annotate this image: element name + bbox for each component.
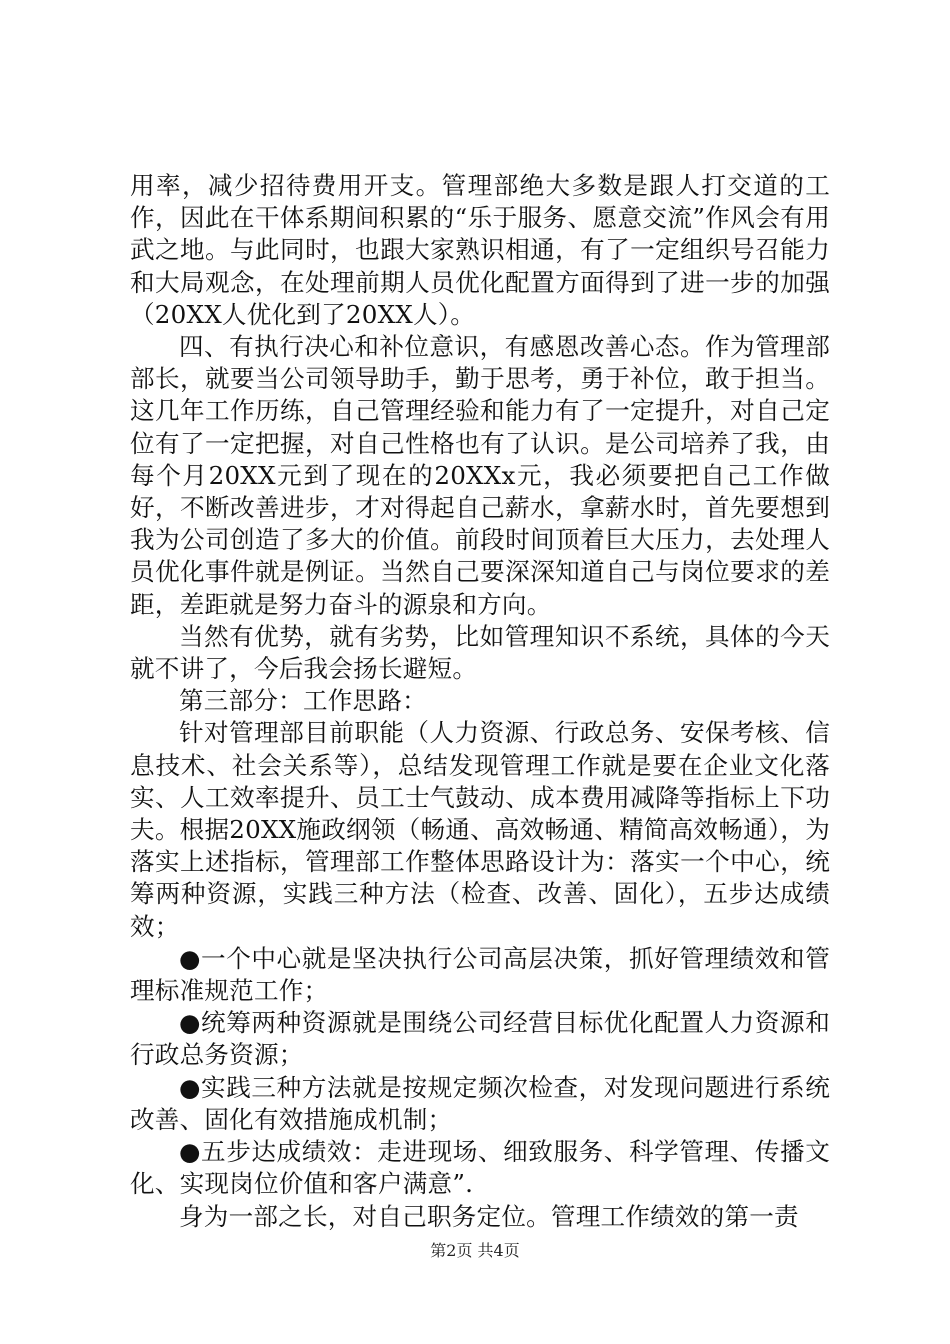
bullet-item-one-center: ●一个中心就是坚决执行公司高层决策，抓好管理绩效和管理标准规范工作； [130, 943, 830, 1006]
paragraph-strengths-weaknesses: 当然有优势，就有劣势，比如管理知识不系统，具体的今天就不讲了，今后我会扬长避短。 [130, 621, 830, 684]
document-body [130, 170, 830, 1233]
page-number-footer: 第2页 共4页 [430, 1241, 520, 1260]
bullet-item-two-resources: ●统筹两种资源就是围绕公司经营目标优化配置人力资源和行政总务资源； [130, 1008, 830, 1070]
paragraph-work-approach: 针对管理部目前职能（人力资源、行政总务、安保考核、信息技术、社会关系等），总结发现管理工作就是要在企业文化落实、人工效率提升、员工士气鼓动、成本费用减降等指标上下功夫。根据20XX施政纲领（畅通、高效畅通、精简高效畅通），为落实上述指标，管理部工作整体思路设计为：落实一个中心，统筹两种资源，实践三种方法（检查、改善、固化），五步达成绩效； [130, 718, 830, 941]
bullet-item-three-methods: ●实践三种方法就是按规定频次检查，对发现问题进行系统改善、固化有效措施成机制； [130, 1072, 830, 1134]
section-heading-part-three: 第三部分：工作思路： [179, 686, 427, 716]
bullet-item-five-steps: ●五步达成绩效：走进现场、细致服务、科学管理、传播文化、实现岗位价值和客户满意”. [130, 1137, 830, 1199]
paragraph-continuation: 用率，减少招待费用开支。管理部绝大多数是跟人打交道的工作，因此在干体系期间积累的“乐于服务、愿意交流”作风会有用武之地。与此同时，也跟大家熟识相通，有了一定组织号召能力和大局观念，在处理前期人员优化配置方面得到了进一步的加强（20XX人优化到了20XX人）。 [130, 171, 830, 329]
paragraph-role-positioning: 身为一部之长，对自己职务定位。管理工作绩效的第一责 [179, 1201, 799, 1231]
paragraph-section-four: 四、有执行决心和补位意识，有感恩改善心态。作为管理部部长，就要当公司领导助手，勤于思考，勇于补位，敢于担当。这几年工作历练，自己管理经验和能力有了一定提升，对自己定位有了一定把握，对自己性格也有了认识。是公司培养了我，由每个月20XX元到了现在的20XXx元，我必须要把自己工作做好，不断改善进步，才对得起自己薪水，拿薪水时，首先要想到我为公司创造了多大的价值。前段时间顶着巨大压力，去处理人员优化事件就是例证。当然自己要深深知道自己与岗位要求的差距，差距就是努力奋斗的源泉和方向。 [130, 332, 830, 619]
